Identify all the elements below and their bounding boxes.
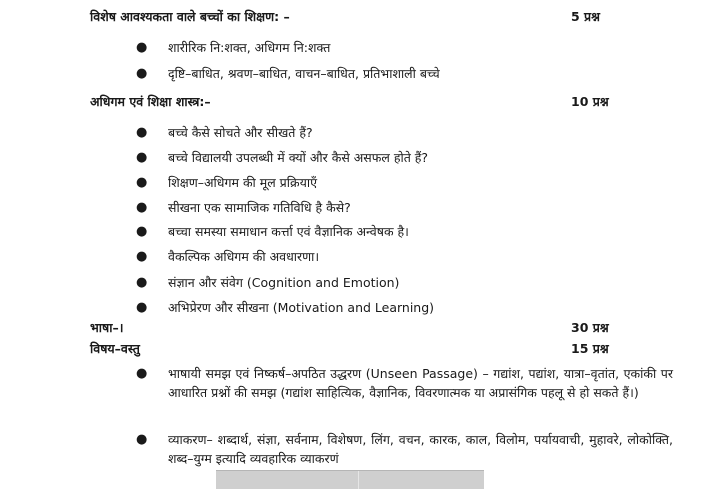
section-marks: 5 प्रश्न	[571, 9, 600, 24]
bottom-toolbar	[216, 470, 484, 489]
bullet-icon: ●	[136, 275, 148, 290]
section-marks: 30 प्रश्न	[571, 320, 609, 335]
bullet-icon: ●	[136, 175, 148, 190]
toolbar-divider	[358, 471, 359, 489]
bullet-icon: ●	[136, 432, 148, 447]
section-title: विशेष आवश्यकता वाले बच्चों का शिक्षण: –	[90, 9, 290, 24]
list-item: ● भाषायी समझ एवं निष्कर्ष–अपठित उद्धरण (Unseen Passage) – गद्यांश, पद्यांश, यात्रा–वृतांत, एकांकी पर आधारित प्रश्नों की समझ (गद्यांश साहित्यिक, वैज्ञानिक, विवरणात्मक या अप्रासंगिक पहलू से हो सकते हैं।)	[136, 366, 673, 400]
bullet-icon: ●	[136, 366, 148, 381]
section-title: भाषा–।	[90, 320, 124, 335]
section-heading-language	[90, 319, 623, 337]
bullet-icon: ●	[136, 224, 148, 239]
section-marks: 15 प्रश्न	[571, 341, 609, 356]
bullet-icon: ●	[136, 200, 148, 215]
section-title: विषय–वस्तु	[90, 341, 140, 356]
section-heading-pedagogy	[90, 93, 623, 111]
list-item: ● व्याकरण– शब्दार्थ, संज्ञा, सर्वनाम, विशेषण, लिंग, वचन, कारक, काल, विलोम, पर्यायवाची, मुहावरे, लोकोक्ति, शब्द–युग्म इत्यादि व्यवहारिक व्याकरणं	[136, 432, 673, 466]
bullet-icon: ●	[136, 249, 148, 264]
section-heading-content	[90, 340, 623, 358]
bullet-icon: ●	[136, 40, 148, 55]
section-title: अधिगम एवं शिक्षा शास्त्र:–	[90, 94, 211, 109]
bullet-icon: ●	[136, 125, 148, 140]
bullet-icon: ●	[136, 66, 148, 81]
bullet-icon: ●	[136, 300, 148, 315]
section-marks: 10 प्रश्न	[571, 94, 609, 109]
bullet-icon: ●	[136, 150, 148, 165]
document-page: विशेष आवश्यकता वाले बच्चों का शिक्षण: – 5 प्रश्न ● शारीरिक नि:शक्त, अधिगम नि:शक्त ● दृष्टि–बाधित, श्रवण–बाधित, वाचन–बाधित, प्रतिभाशाली बच्चे अधिगम एवं शिक्षा शास्त्र:– 10 प्रश्न ● बच्चे कैसे सोचते और सीखते हैं? ● बच्चे विद्यालयी उपलब्धी में क्यों और कैसे असफल होते हैं? ● शिक्षण–अधिगम की मूल प्रक्रियाएँ ● सीखना एक सामाजिक गतिविधि है कैसे? ● बच्चा समस्या समाधान कर्त्ता एवं वैज्ञानिक अन्वेषक है। ● वैकल्पिक अधिगम की अवधारणा। ● संज्ञान और संवेग (Cognition and Emotion) ● अभिप्रेरण और सीखना (Motivation and Learning) भाषा–। 30 प्रश्न विषय–वस्तु 15 प्रश्न ● भाषायी समझ एवं निष्कर्ष–अपठित उद्धरण (Unseen Passage) – गद्यांश, पद्यांश, यात्रा–वृतांत, एकांकी पर आधारित प्रश्नों की समझ (गद्यांश साहित्यिक, वैज्ञानिक, विवरणात्मक या अप्रासंगिक पहलू से हो सकते हैं।) ● व्याकरण– शब्दार्थ, संज्ञा, सर्वनाम, विशेषण, लिंग, वचन, कारक, काल, विलोम, पर्यायवाची, मुहावरे, लोकोक्ति, शब्द–युग्म इत्यादि व्यवहारिक व्याकरणं	[0, 0, 723, 489]
section-heading-special-needs	[90, 8, 623, 26]
